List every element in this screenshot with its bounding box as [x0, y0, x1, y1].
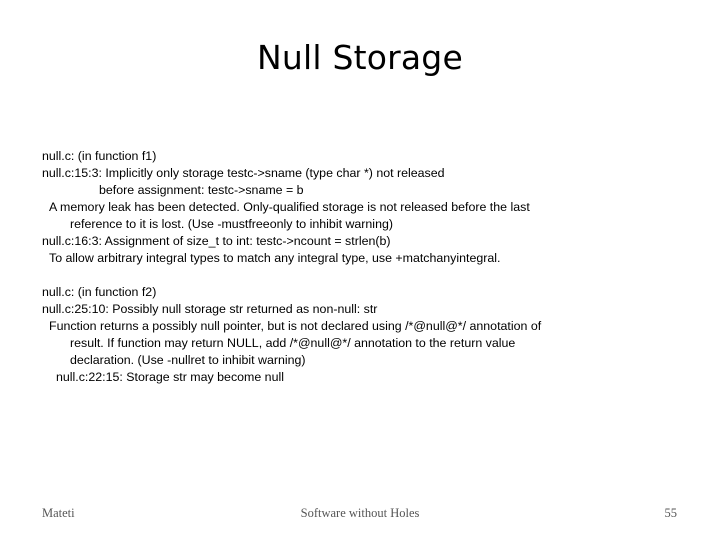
message-line: null.c:25:10: Possibly null storage str returned as non-null: str — [42, 302, 378, 316]
message-line: reference to it is lost. (Use -mustfreeonly to inhibit warning) — [70, 217, 393, 231]
message-line: null.c: (in function f2) — [42, 285, 157, 299]
message-line: declaration. (Use -nullret to inhibit warning) — [70, 353, 306, 367]
message-line: To allow arbitrary integral types to match any integral type, use +matchanyintegral. — [49, 251, 501, 265]
message-line: null.c:15:3: Implicitly only storage testc->sname (type char *) not released — [42, 166, 445, 180]
message-line: A memory leak has been detected. Only-qualified storage is not released before the last — [49, 200, 530, 214]
slide-title: Null Storage — [257, 38, 463, 77]
message-line: null.c:16:3: Assignment of size_t to int: testc->ncount = strlen(b) — [42, 234, 391, 248]
message-line: before assignment: testc->sname = b — [99, 183, 304, 197]
footer-course-title: Software without Holes — [300, 506, 420, 520]
message-line: Function returns a possibly null pointer, but is not declared using /*@null@*/ annotation of — [49, 319, 542, 333]
footer-page-number: 55 — [664, 506, 677, 520]
message-block-f2 — [42, 284, 682, 386]
footer-author: Mateti — [42, 506, 75, 520]
slide-body — [42, 148, 682, 403]
message-line: null.c:22:15: Storage str may become null — [56, 370, 284, 384]
message-block-f1 — [42, 148, 682, 267]
message-line: result. If function may return NULL, add /*@null@*/ annotation to the return value — [70, 336, 516, 350]
message-line: null.c: (in function f1) — [42, 149, 157, 163]
